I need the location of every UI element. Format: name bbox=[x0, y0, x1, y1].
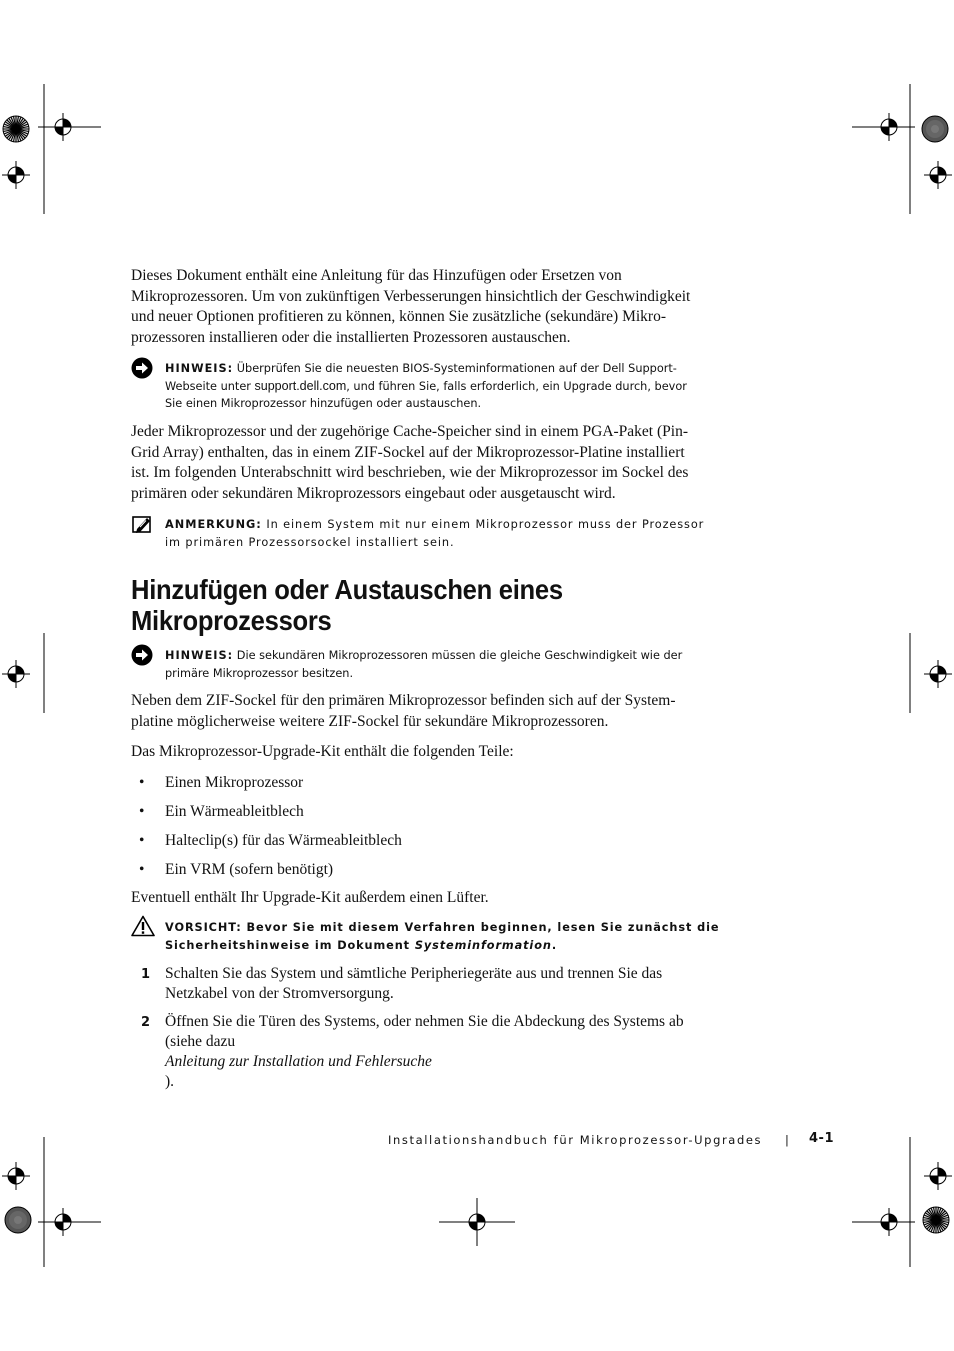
registration-mark-icon bbox=[49, 1208, 77, 1236]
notice-text: Webseite unter bbox=[165, 379, 255, 393]
intro-line: Dieses Dokument enthält eine Anleitung für das Hinzufügen oder Ersetzen von bbox=[131, 267, 622, 284]
caution-text: . bbox=[551, 938, 558, 952]
step-text: (siehe dazu bbox=[165, 1033, 236, 1050]
bullet-icon: • bbox=[139, 832, 145, 849]
notice-label: HINWEIS: bbox=[165, 362, 234, 375]
support-link[interactable]: support.dell.com bbox=[254, 378, 347, 393]
step-number: 2 bbox=[141, 1015, 151, 1030]
footer-separator: | bbox=[785, 1133, 789, 1147]
paragraph-line: primären oder sekundären Mikroprozessors eingebaut oder ausgetauscht wird. bbox=[131, 484, 616, 502]
registration-mark-icon bbox=[875, 1208, 903, 1236]
intro-line: und neuer Optionen profitieren zu können, können Sie zusätzliche (sekundäre) Mikro- bbox=[131, 308, 667, 326]
paragraph-line: Das Mikroprozessor-Upgrade-Kit enthält die folgenden Teile: bbox=[131, 743, 514, 760]
registration-mark-icon bbox=[924, 161, 952, 189]
footer-title: Installationshandbuch für Mikroprozessor-Upgrades bbox=[388, 1133, 763, 1147]
fan-paragraph bbox=[131, 888, 731, 909]
notice-label: HINWEIS: bbox=[165, 649, 234, 662]
note-label: ANMERKUNG: bbox=[165, 518, 262, 531]
caution-document-title: Systeminformation bbox=[414, 938, 552, 952]
notice-arrow-icon bbox=[131, 357, 153, 379]
notice-text: Die sekundären Mikroprozessoren müssen die gleiche Geschwindigkeit wie der bbox=[236, 649, 683, 662]
paragraph-line: Neben dem ZIF-Sockel für den primären Mikroprozessor befinden sich auf der System- bbox=[131, 692, 676, 709]
section-heading bbox=[131, 574, 563, 636]
notice-text: Sie einen Mikroprozessor hinzufügen oder austauschen. bbox=[165, 397, 482, 410]
registration-mark-icon bbox=[875, 113, 903, 141]
paragraph-line: Grid Array) enthalten, das in einem ZIF-Sockel auf der Mikroprozessor-Platine installiert bbox=[131, 443, 685, 461]
pga-paragraph bbox=[131, 422, 731, 504]
step-number: 1 bbox=[141, 967, 151, 982]
step-text: ). bbox=[165, 1073, 175, 1090]
registration-mark-icon bbox=[923, 1207, 949, 1233]
intro-line: Mikroprozessoren. Um von zukünftigen Verbesserungen hinsichtlich der Geschwindigkeit bbox=[131, 287, 691, 305]
paragraph-line: Jeder Mikroprozessor und der zugehörige Cache-Speicher sind in einem PGA-Paket (Pin- bbox=[131, 423, 688, 440]
caution-triangle-icon bbox=[131, 915, 155, 937]
notice-text: primäre Mikroprozessor besitzen. bbox=[165, 666, 354, 680]
registration-mark-icon bbox=[924, 1162, 952, 1190]
list-item-text: Ein VRM (sofern benötigt) bbox=[165, 861, 334, 878]
bullet-icon: • bbox=[139, 861, 145, 878]
caution-text: Sicherheitshinweise im Dokument bbox=[165, 938, 415, 952]
list-item-text: Einen Mikroprozessor bbox=[165, 774, 304, 791]
caution-text: VORSICHT: Bevor Sie mit diesem Verfahren beginnen, lesen Sie zunächst die bbox=[165, 921, 720, 934]
note-pencil-icon bbox=[131, 514, 153, 536]
registration-mark-icon bbox=[49, 113, 77, 141]
bullet-icon: • bbox=[139, 803, 145, 820]
step-text: Öffnen Sie die Türen des Systems, oder nehmen Sie die Abdeckung des Systems ab bbox=[165, 1013, 684, 1030]
page-number: 4-1 bbox=[809, 1131, 834, 1146]
note-text: In einem System mit nur einem Mikroprozessor muss der Prozessor bbox=[266, 518, 705, 531]
note-text: im primären Prozessorsockel installiert sein. bbox=[165, 535, 455, 549]
list-item-text: Ein Wärmeableitblech bbox=[165, 803, 304, 820]
registration-mark-icon bbox=[463, 1208, 491, 1236]
registration-mark-icon bbox=[2, 660, 30, 688]
heading-line: Hinzufügen oder Austauschen eines bbox=[131, 574, 563, 605]
notice-text: Überprüfen Sie die neuesten BIOS-Systeminformationen auf der Dell Support- bbox=[236, 362, 677, 375]
step-text: Schalten Sie das System und sämtliche Peripheriegeräte aus und trennen Sie das bbox=[165, 965, 663, 982]
intro-line: prozessoren installieren oder die installierten Prozessoren austauschen. bbox=[131, 328, 571, 346]
registration-mark-icon bbox=[5, 1207, 31, 1233]
bullet-icon: • bbox=[139, 774, 145, 791]
registration-mark-icon bbox=[922, 116, 948, 142]
list-item-text: Halteclip(s) für das Wärmeableitblech bbox=[165, 832, 402, 849]
notice-arrow-icon bbox=[131, 644, 153, 666]
paragraph-line: platine möglicherweise weitere ZIF-Sockel für sekundäre Mikroprozessoren. bbox=[131, 712, 609, 730]
zif-paragraph bbox=[131, 691, 731, 732]
notice-text: , und führen Sie, falls erforderlich, ein Upgrade durch, bevor bbox=[346, 379, 687, 393]
step-text: Netzkabel von der Stromversorgung. bbox=[165, 985, 394, 1002]
kit-intro-paragraph bbox=[131, 742, 731, 763]
step-document-title: Anleitung zur Installation und Fehlersuche bbox=[165, 1053, 432, 1070]
intro-paragraph bbox=[131, 266, 731, 348]
heading-line: Mikroprozessors bbox=[131, 605, 332, 636]
registration-mark-icon bbox=[3, 116, 29, 142]
registration-mark-icon bbox=[2, 161, 30, 189]
paragraph-line: Eventuell enthält Ihr Upgrade-Kit außerdem einen Lüfter. bbox=[131, 889, 489, 906]
paragraph-line: ist. Im folgenden Unterabschnitt wird beschrieben, wie der Mikroprozessor im Sockel des bbox=[131, 464, 689, 482]
registration-mark-icon bbox=[924, 660, 952, 688]
registration-mark-icon bbox=[2, 1162, 30, 1190]
